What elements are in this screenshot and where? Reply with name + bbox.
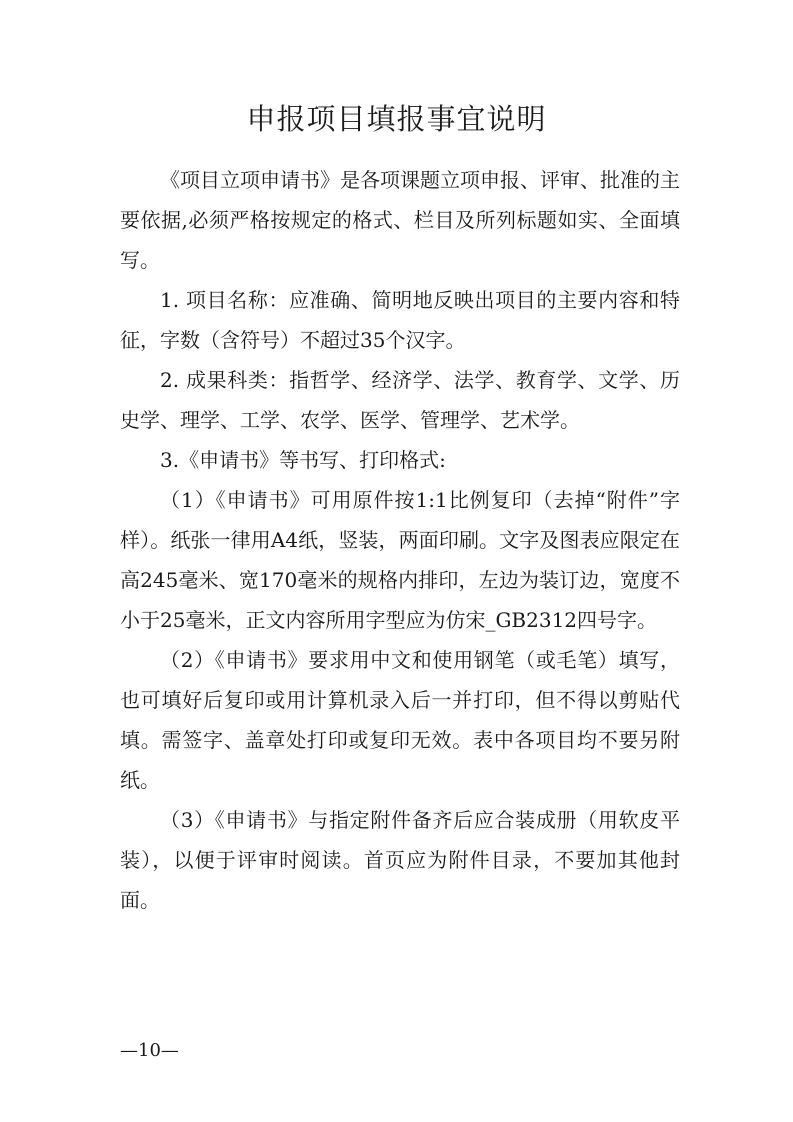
- paragraph-format-item-2: （2）《申请书》要求用中文和使用钢笔（或毛笔）填写，也可填好后复印或用计算机录入后一并打印，但不得以剪贴代填。需签字、盖章处打印或复印无效。表中各项目均不要另附纸。: [120, 648, 680, 792]
- paragraph-subject-category: 2. 成果科类：指哲学、经济学、法学、教育学、文学、历史学、理学、工学、农学、医学、管理学、艺术学。: [120, 368, 680, 432]
- page-number: —10—: [120, 1040, 179, 1061]
- paragraph-intro: 《项目立项申请书》是各项课题立项申报、评审、批准的主要依据,必须严格按规定的格式、栏目及所列标题如实、全面填写。: [120, 168, 680, 272]
- document-title: 申报项目填报事宜说明: [246, 102, 547, 136]
- paragraph-format-item-3: （3）《申请书》与指定附件备齐后应合装成册（用软皮平装），以便于评审时阅读。首页应为附件目录，不要加其他封面。: [120, 808, 680, 912]
- paragraph-project-name: 1. 项目名称：应准确、简明地反映出项目的主要内容和特征，字数（含符号）不超过35个汉字。: [120, 288, 680, 352]
- paragraph-format-item-1: （1）《申请书》可用原件按1:1比例复印（去掉“附件”字样）。纸张一律用A4纸，竖装，两面印刷。文字及图表应限定在高245毫米、宽170毫米的规格内排印，左边为装订边，宽度不小于25毫米，正文内容所用字型应为仿宋_GB2312四号字。: [120, 488, 680, 632]
- document-body: [120, 160, 680, 920]
- paragraph-format-heading: 3.《申请书》等书写、打印格式:: [160, 448, 446, 472]
